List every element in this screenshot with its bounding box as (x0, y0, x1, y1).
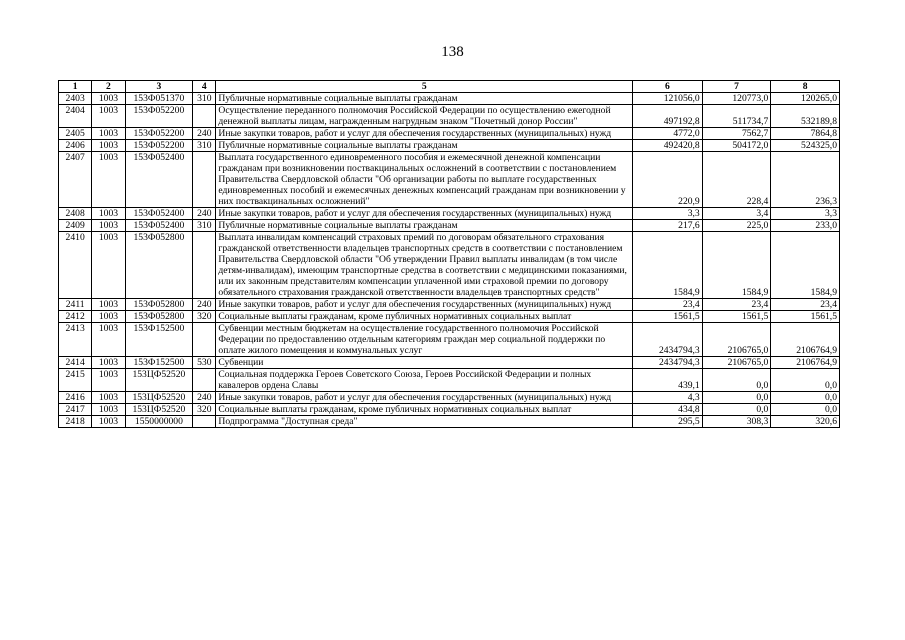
target-article-cell: 153Ф052800 (125, 299, 193, 311)
amount-cell-col6: 3,3 (633, 208, 703, 220)
table-header (59, 81, 840, 93)
description-cell: Публичные нормативные социальные выплаты гражданам (216, 93, 633, 105)
amount-cell-col7: 228,4 (702, 152, 771, 208)
section-code-cell: 1003 (92, 220, 125, 232)
section-code-cell: 1003 (92, 323, 125, 357)
row-number-cell: 2410 (59, 232, 92, 299)
amount-cell-col7: 3,4 (702, 208, 771, 220)
amount-cell-col6: 23,4 (633, 299, 703, 311)
expense-type-cell: 310 (193, 220, 216, 232)
table-row (59, 232, 840, 299)
table-row (59, 299, 840, 311)
table-row (59, 392, 840, 404)
target-article-cell: 153Ф052200 (125, 140, 193, 152)
amount-cell-col7: 2106765,0 (702, 323, 771, 357)
amount-cell-col7: 0,0 (702, 369, 771, 392)
table-row (59, 404, 840, 416)
amount-cell-col7: 120773,0 (702, 93, 771, 105)
amount-cell-col6: 434,8 (633, 404, 703, 416)
row-number-cell: 2408 (59, 208, 92, 220)
section-code-cell: 1003 (92, 369, 125, 392)
target-article-cell: 153Ф052400 (125, 220, 193, 232)
row-number-cell: 2416 (59, 392, 92, 404)
table-row (59, 93, 840, 105)
expense-type-cell: 240 (193, 392, 216, 404)
amount-cell-col8: 1584,9 (771, 232, 840, 299)
page-number: 138 (441, 44, 464, 60)
amount-cell-col8: 532189,8 (771, 105, 840, 128)
header-cell-6: 6 (633, 81, 703, 93)
expense-type-cell (193, 369, 216, 392)
description-cell: Иные закупки товаров, работ и услуг для обеспечения государственных (муниципальных) нужд (216, 208, 633, 220)
section-code-cell: 1003 (92, 152, 125, 208)
description-cell: Социальные выплаты гражданам, кроме публичных нормативных социальных выплат (216, 404, 633, 416)
table-row (59, 311, 840, 323)
section-code-cell: 1003 (92, 311, 125, 323)
target-article-cell: 153Ф152500 (125, 357, 193, 369)
amount-cell-col7: 1584,9 (702, 232, 771, 299)
target-article-cell: 153Ф052800 (125, 311, 193, 323)
amount-cell-col8: 233,0 (771, 220, 840, 232)
row-number-cell: 2418 (59, 416, 92, 428)
expense-type-cell (193, 232, 216, 299)
amount-cell-col6: 2434794,3 (633, 357, 703, 369)
description-cell: Субвенции (216, 357, 633, 369)
target-article-cell: 153ЦФ52520 (125, 392, 193, 404)
amount-cell-col8: 3,3 (771, 208, 840, 220)
header-cell-7: 7 (702, 81, 771, 93)
target-article-cell: 153Ф052400 (125, 152, 193, 208)
amount-cell-col7: 504172,0 (702, 140, 771, 152)
expense-type-cell (193, 323, 216, 357)
section-code-cell: 1003 (92, 93, 125, 105)
description-cell: Социальная поддержка Героев Советского Союза, Героев Российской Федерации и полных кавалеров ордена Славы (216, 369, 633, 392)
amount-cell-col8: 0,0 (771, 369, 840, 392)
description-cell: Иные закупки товаров, работ и услуг для обеспечения государственных (муниципальных) нужд (216, 392, 633, 404)
header-cell-8: 8 (771, 81, 840, 93)
table-row (59, 416, 840, 428)
amount-cell-col6: 121056,0 (633, 93, 703, 105)
row-number-cell: 2403 (59, 93, 92, 105)
amount-cell-col6: 4,3 (633, 392, 703, 404)
header-cell-3: 3 (125, 81, 193, 93)
amount-cell-col7: 225,0 (702, 220, 771, 232)
expense-type-cell: 240 (193, 208, 216, 220)
amount-cell-col7: 23,4 (702, 299, 771, 311)
amount-cell-col8: 320,6 (771, 416, 840, 428)
description-cell: Иные закупки товаров, работ и услуг для обеспечения государственных (муниципальных) нужд (216, 299, 633, 311)
expense-type-cell (193, 416, 216, 428)
expense-type-cell: 310 (193, 93, 216, 105)
section-code-cell: 1003 (92, 404, 125, 416)
amount-cell-col6: 220,9 (633, 152, 703, 208)
target-article-cell: 153Ф052800 (125, 232, 193, 299)
target-article-cell: 153Ф051370 (125, 93, 193, 105)
amount-cell-col6: 497192,8 (633, 105, 703, 128)
table-body (59, 93, 840, 428)
expense-type-cell: 320 (193, 311, 216, 323)
description-cell: Социальные выплаты гражданам, кроме публичных нормативных социальных выплат (216, 311, 633, 323)
table-row (59, 208, 840, 220)
header-row (59, 81, 840, 93)
amount-cell-col6: 492420,8 (633, 140, 703, 152)
amount-cell-col7: 7562,7 (702, 128, 771, 140)
row-number-cell: 2417 (59, 404, 92, 416)
table-row (59, 152, 840, 208)
description-cell: Субвенции местным бюджетам на осуществление государственного полномочия Российской Федерации по предоставлению отдельным категориям граждан мер социальной поддержки по оплате жилого помещения и коммунальных услуг (216, 323, 633, 357)
section-code-cell: 1003 (92, 232, 125, 299)
description-cell: Публичные нормативные социальные выплаты гражданам (216, 140, 633, 152)
row-number-cell: 2404 (59, 105, 92, 128)
row-number-cell: 2414 (59, 357, 92, 369)
amount-cell-col6: 439,1 (633, 369, 703, 392)
expense-type-cell: 310 (193, 140, 216, 152)
amount-cell-col7: 0,0 (702, 404, 771, 416)
amount-cell-col6: 4772,0 (633, 128, 703, 140)
table-row (59, 105, 840, 128)
row-number-cell: 2409 (59, 220, 92, 232)
amount-cell-col6: 1584,9 (633, 232, 703, 299)
amount-cell-col8: 120265,0 (771, 93, 840, 105)
amount-cell-col8: 236,3 (771, 152, 840, 208)
amount-cell-col8: 7864,8 (771, 128, 840, 140)
header-cell-2: 2 (92, 81, 125, 93)
table-row (59, 220, 840, 232)
section-code-cell: 1003 (92, 416, 125, 428)
amount-cell-col8: 1561,5 (771, 311, 840, 323)
section-code-cell: 1003 (92, 128, 125, 140)
description-cell: Выплата инвалидам компенсаций страховых премий по договорам обязательного страхования гражданской ответственности владельцев транспортных средств в соответствии с постановлением Правительства Свердловской области "Об утверждении Правил выплаты инвалидам (в том числе детям-инвалидам), имеющим транспортные средства в соответствии с медицинскими показаниями, или их законным представителям компенсации уплаченной ими страховой премии по договору обязательного страхования гражданской ответственности владельцев транспортных средств" (216, 232, 633, 299)
expense-type-cell: 530 (193, 357, 216, 369)
section-code-cell: 1003 (92, 105, 125, 128)
table-row (59, 140, 840, 152)
budget-table (58, 80, 840, 428)
expense-type-cell: 320 (193, 404, 216, 416)
amount-cell-col8: 524325,0 (771, 140, 840, 152)
amount-cell-col6: 217,6 (633, 220, 703, 232)
header-cell-1: 1 (59, 81, 92, 93)
table-row (59, 369, 840, 392)
amount-cell-col7: 1561,5 (702, 311, 771, 323)
expense-type-cell: 240 (193, 299, 216, 311)
amount-cell-col7: 0,0 (702, 392, 771, 404)
description-cell: Публичные нормативные социальные выплаты гражданам (216, 220, 633, 232)
table-row (59, 128, 840, 140)
row-number-cell: 2415 (59, 369, 92, 392)
amount-cell-col6: 2434794,3 (633, 323, 703, 357)
row-number-cell: 2413 (59, 323, 92, 357)
description-cell: Выплата государственного единовременного пособия и ежемесячной денежной компенсации гражданам при возникновении поствакцинальных осложнений в соответствии с постановлением Правительства Свердловской области "Об организации работы по выплате государственных единовременных пособий и ежемесячных денежных компенсаций гражданам при возникновении у них поствакцинальных осложнений" (216, 152, 633, 208)
table-row (59, 357, 840, 369)
amount-cell-col8: 23,4 (771, 299, 840, 311)
amount-cell-col7: 308,3 (702, 416, 771, 428)
amount-cell-col6: 295,5 (633, 416, 703, 428)
amount-cell-col7: 2106765,0 (702, 357, 771, 369)
target-article-cell: 153ЦФ52520 (125, 404, 193, 416)
description-cell: Иные закупки товаров, работ и услуг для обеспечения государственных (муниципальных) нужд (216, 128, 633, 140)
target-article-cell: 1550000000 (125, 416, 193, 428)
amount-cell-col8: 2106764,9 (771, 323, 840, 357)
section-code-cell: 1003 (92, 357, 125, 369)
header-cell-4: 4 (193, 81, 216, 93)
target-article-cell: 153Ф052400 (125, 208, 193, 220)
target-article-cell: 153ЦФ52520 (125, 369, 193, 392)
row-number-cell: 2405 (59, 128, 92, 140)
expense-type-cell: 240 (193, 128, 216, 140)
amount-cell-col8: 2106764,9 (771, 357, 840, 369)
amount-cell-col8: 0,0 (771, 392, 840, 404)
amount-cell-col6: 1561,5 (633, 311, 703, 323)
expense-type-cell (193, 152, 216, 208)
description-cell: Подпрограмма "Доступная среда" (216, 416, 633, 428)
section-code-cell: 1003 (92, 208, 125, 220)
description-cell: Осуществление переданного полномочия Российской Федерации по осуществлению ежегодной денежной выплаты лицам, награжденным нагрудным знаком "Почетный донор России" (216, 105, 633, 128)
table-row (59, 323, 840, 357)
row-number-cell: 2411 (59, 299, 92, 311)
target-article-cell: 153Ф052200 (125, 128, 193, 140)
section-code-cell: 1003 (92, 299, 125, 311)
amount-cell-col8: 0,0 (771, 404, 840, 416)
expense-type-cell (193, 105, 216, 128)
row-number-cell: 2406 (59, 140, 92, 152)
row-number-cell: 2407 (59, 152, 92, 208)
section-code-cell: 1003 (92, 140, 125, 152)
section-code-cell: 1003 (92, 392, 125, 404)
header-cell-5: 5 (216, 81, 633, 93)
amount-cell-col7: 511734,7 (702, 105, 771, 128)
target-article-cell: 153Ф152500 (125, 323, 193, 357)
target-article-cell: 153Ф052200 (125, 105, 193, 128)
row-number-cell: 2412 (59, 311, 92, 323)
